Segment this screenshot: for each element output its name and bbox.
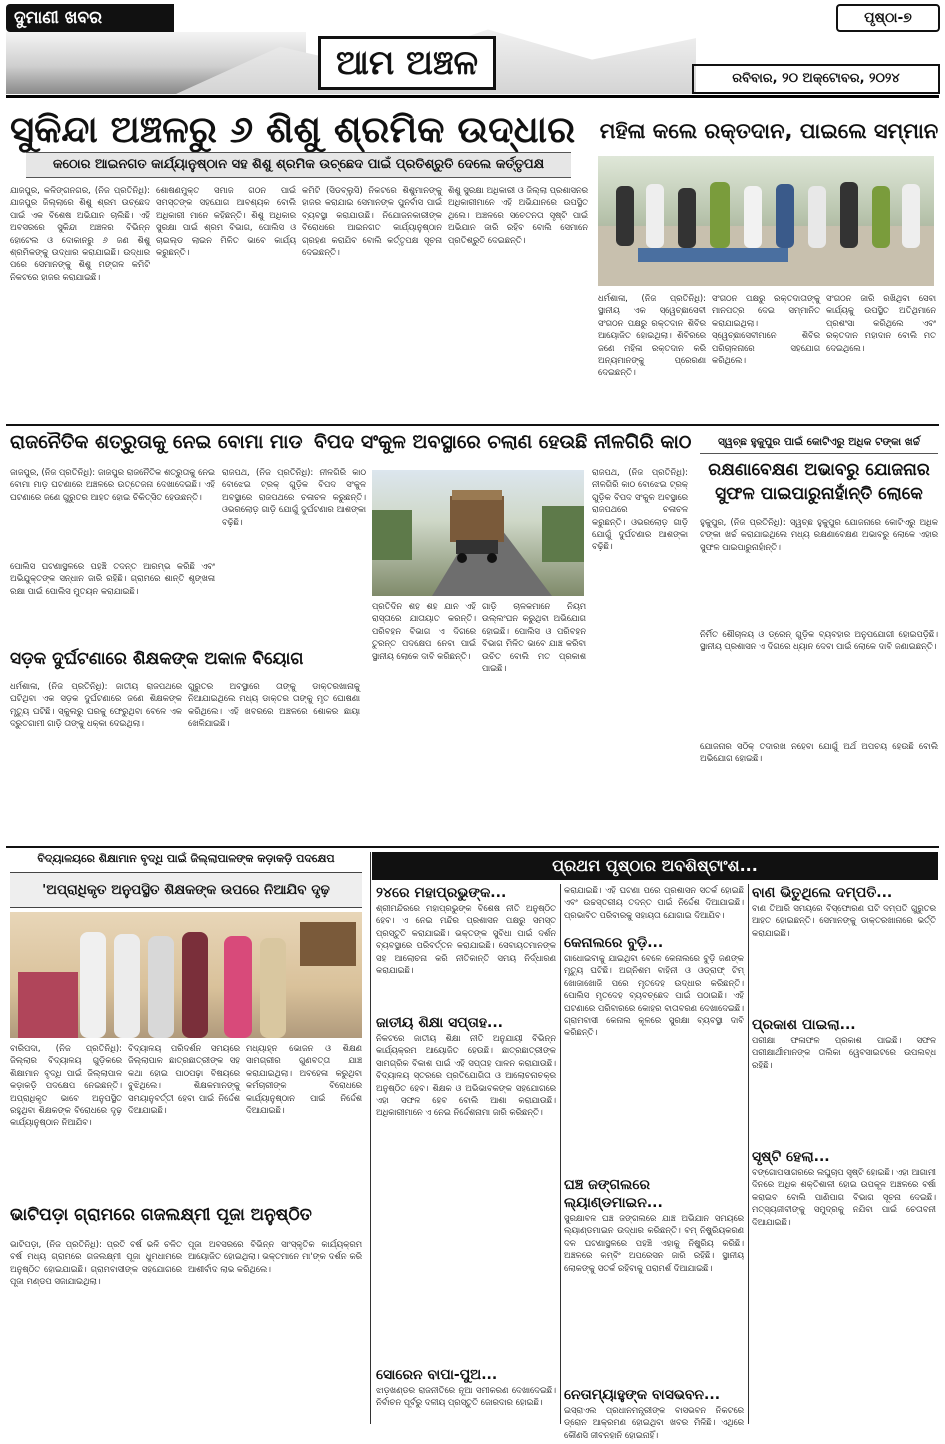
divider [6, 846, 939, 848]
story5-col2: ପ୍ରତିଦିନ ଶହ ଶହ ଯାନ ଏହି ରାସ୍ତାରେ ଯାତାୟାତ କରନ୍ତି। ପରିବହନ ବିଭାଗ ଏ ଦିଗରେ ତୁରନ୍ତ ପଦକ୍ଷେପ ନେବା ପାଇଁ ସ୍ଥାନୀୟ ଲୋକେ ଦାବି କରିଛନ୍ତି। [372, 601, 476, 661]
story6-col1: ହୁକୁପୁର, (ନିଜ ପ୍ରତିନିଧି): ସ୍ୱଚ୍ଛ ହୁକୁପୁର ଯୋଜନାରେ କୋଟିଏରୁ ଅଧିକ ଟଙ୍କା ଖର୍ଚ୍ଚ କରାଯାଇଥିଲେ ମଧ୍ୟ ରକ୍ଷଣାବେକ୍ଷଣ ଅଭାବରୁ ଲୋକେ ଏହାର ସୁଫଳ ପାଇପାରୁନାହାଁନ୍ତି। [700, 517, 938, 552]
story5-headline: ବିପଦ ସଂକୁଳ ଅବସ୍ଥାରେ ଚଲାଣ ହେଉଛି ନୀଳଗିରି କାଠ [314, 431, 692, 453]
story7-col2: ବିଦ୍ୟାଳୟ ପରିଦର୍ଶନ ସମୟରେ ଜିଲ୍ଲାପାଳ ଛାତ୍ରଛାତ୍ରୀଙ୍କ ସହ କଥା ହୋଇ ପାଠପଢ଼ା ବିଷୟରେ ବୁଝିଥିଲେ। ଶିକ୍ଷକମାନଙ୍କୁ ସମୟାନୁବର୍ତ୍ତୀ ହେବା ପାଇଁ ନିର୍ଦ୍ଦେଶ ଦିଆଯାଇଛି। [128, 1043, 240, 1116]
story7-col3: ମଧ୍ୟାହ୍ନ ଭୋଜନ ଓ ଶିକ୍ଷଣ ସାମଗ୍ରୀର ଗୁଣବତ୍ତା ଯାଞ୍ଚ କରାଯାଇଥିଲା। ଅବହେଳା କରୁଥିବା କର୍ମଚାରୀଙ୍କ ବିରୋଧରେ କାର୍ଯ୍ୟାନୁଷ୍ଠାନ ପାଇଁ ନିର୍ଦ୍ଦେଶ ଦିଆଯାଇଛି। [246, 1043, 362, 1116]
blood-donation-photo [598, 156, 934, 286]
continuation-title: ପ୍ରଥମ ପୃଷ୍ଠାର ଅବଶିଷ୍ଟାଂଶ... [372, 852, 938, 880]
cont-text: ସୁରକ୍ଷାବଳ ଘଞ୍ଚ ଜଙ୍ଗଲରେ ଯାଞ୍ଚ ଅଭିଯାନ ସମୟରେ ଲ୍ୟାଣ୍ଡମାଇନ ଉଦ୍ଧାର କରିଛନ୍ତି। ବମ୍ ନିଷ୍କ୍ରିୟକରଣ ଦଳ ଘଟଣାସ୍ଥଳରେ ପହଞ୍ଚି ଏହାକୁ ନିଷ୍କ୍ରିୟ କରିଛି। ଅଞ୍ଚଳରେ କମ୍ବିଂ ଅପରେସନ ଜାରି ରହିଛି। ସ୍ଥାନୀୟ ଲୋକଙ୍କୁ ସତର୍କ ରହିବାକୁ ପରାମର୍ଶ ଦିଆଯାଇଛି। [564, 1213, 744, 1273]
story2-headline: ମହିଳା କଲେ ରକ୍ତଦାନ, ପାଇଲେ ସମ୍ମାନ [599, 119, 939, 143]
story6-col3: ଯୋଜନାର ସଠିକ୍ ତଦାରଖ ନହେବା ଯୋଗୁଁ ଅର୍ଥ ଅପଚୟ ହେଉଛି ବୋଲି ଅଭିଯୋଗ ହୋଇଛି। [700, 741, 938, 764]
story5-col4: ରାଜପଥ, (ନିଜ ପ୍ରତିନିଧି): ନୀଳଗିରି କାଠ ବୋଝେଇ ଟ୍ରକ୍ ଗୁଡ଼ିକ ବିପଦ ସଂକୁଳ ଅବସ୍ଥାରେ ରାଜପଥରେ ଚଳାଚଳ କରୁଛନ୍ତି। ଓଭରଲୋଡ଼ ଗାଡ଼ି ଯୋଗୁଁ ଦୁର୍ଘଟଣାର ଆଶଙ୍କା ବଢ଼ିଛି। [592, 467, 688, 552]
paper-name: ଦୁମାଣୀ ଖବର [6, 4, 174, 32]
divider [6, 424, 939, 426]
cont-head: ଘଞ୍ଚ ଜଙ୍ଗଲରେ ଲ୍ୟାଣ୍ଡମାଇନ... [564, 1177, 663, 1211]
cont-head: ନେତାମ୍ୟାହୁଙ୍କ ବାସଭବନ... [564, 1387, 721, 1403]
cont-text: ଇସ୍ରାଏଲ ପ୍ରଧାନମନ୍ତ୍ରୀଙ୍କ ବାସଭବନ ନିକଟରେ ଡ୍ରୋନ ଆକ୍ରମଣ ହୋଇଥିବା ଖବର ମିଳିଛି। ଏଥିରେ କୌଣସି ଜୀବନହାନି ହୋଇନାହିଁ। [564, 1405, 744, 1440]
story6-headline: ରକ୍ଷଣାବେକ୍ଷଣ ଅଭାବରୁ ଯୋଜନାର ସୁଫଳ ପାଇପାରୁନାହାଁନ୍ତି ଲୋକେ [708, 460, 930, 504]
story1-col4: ଶିଶୁ ସୁରକ୍ଷା ଅଧିକାରୀ ଓ ଜିଲ୍ଲା ପ୍ରଶାସନର ଅଧିକାରୀମାନେ ଏହି ଅଭିଯାନରେ ଉପସ୍ଥିତ ଥିଲେ। ଅଞ୍ଚଳରେ ସଚେତନତା ସୃଷ୍ଟି ପାଇଁ ଅଭିଯାନ ଜାରି ରହିବ ବୋଲି ସେମାନେ ପ୍ରତିଶ୍ରୁତି ଦେଇଛନ୍ତି। [448, 185, 588, 245]
cont-text: ଶ୍ରୀମନ୍ଦିରରେ ମହାପ୍ରଭୁଙ୍କ ବିଶେଷ ନୀତି ଅନୁଷ୍ଠିତ ହେବ। ଏ ନେଇ ମନ୍ଦିର ପ୍ରଶାସନ ପକ୍ଷରୁ ସମସ୍ତ ପ୍ରସ୍ତୁତି କରାଯାଇଛି। ଭକ୍ତଙ୍କ ସୁବିଧା ପାଇଁ ଦର୍ଶନ ବ୍ୟବସ୍ଥାରେ ପରିବର୍ତ୍ତନ କରାଯାଇଛି। ସେବାୟତମାନଙ୍କ ସହ ଆଲୋଚନା କରି ନୀତିକାନ୍ତି ସମୟ ନିର୍ଦ୍ଧାରଣ କରାଯାଇଛି। [376, 903, 556, 976]
cont-head: ସୃଷ୍ଟି ହେଲା... [752, 1149, 830, 1165]
cont-head: ବାଣ ଭିତୁଥିଲେ ଦମ୍ପତି... [752, 885, 893, 901]
story5-col3: ଗାଡ଼ି ଚାଳକମାନେ ନିୟମ ଉଲ୍ଲଂଘନ କରୁଥିବା ଅଭିଯୋଗ ହୋଇଛି। ପୋଲିସ ଓ ପରିବହନ ବିଭାଗ ମିଳିତ ଭାବେ ଯାଞ୍ଚ କରିବା ଉଚିତ ବୋଲି ମତ ପ୍ରକାଶ ପାଇଛି। [482, 601, 586, 674]
cont-text: ବଙ୍ଗୋପସାଗରରେ ଲଘୁଚାପ ସୃଷ୍ଟି ହୋଇଛି। ଏହା ଆଗାମୀ ଦିନରେ ଅଧିକ ଶକ୍ତିଶାଳୀ ହୋଇ ଉପକୂଳ ଅଞ୍ଚଳରେ ବର୍ଷା କରାଇବ ବୋଲି ପାଣିପାଗ ବିଭାଗ ସୂଚନା ଦେଇଛି। ମତ୍ସ୍ୟଜୀବୀଙ୍କୁ ସମୁଦ୍ରକୁ ନଯିବା ପାଇଁ ଚେତାବନୀ ଦିଆଯାଇଛି। [752, 1167, 936, 1227]
blood-donation-people-illustration [598, 156, 934, 286]
story2-col1: ଧର୍ମଶାଳା, (ନିଜ ପ୍ରତିନିଧି): ସ୍ଥାନୀୟ ଏକ ସ୍ୱେଚ୍ଛାସେବୀ ସଂଗଠନ ପକ୍ଷରୁ ରକ୍ତଦାନ ଶିବିର ଆୟୋଜିତ ହୋଇଥିଲା। ଶିବିରରେ ଜଣେ ମହିଳା ରକ୍ତଦାନ କରି ଅନ୍ୟମାନଙ୍କୁ ପ୍ରେରଣା ଦେଇଛନ୍ତି। [598, 293, 706, 378]
story1-col3: କମିଟି (ସିଡବ୍ଲୁସି) ନିକଟରେ ଶିଶୁମାନଙ୍କୁ ହାଜର କରାଯାଇ ସେମାନଙ୍କ ପୁନର୍ବାସ ପାଇଁ ବ୍ୟବସ୍ଥା କରାଯାଉଛି। ନିଯୋଜନକାରୀଙ୍କ ବିରୋଧରେ ଆଇନଗତ କାର୍ଯ୍ୟାନୁଷ୍ଠାନ ଗ୍ରହଣ କରାଯିବ ବୋଲି କର୍ତ୍ତୃପକ୍ଷ ସୂଚନା ଦେଇଛନ୍ତି। [302, 185, 442, 258]
story1-col2: ଶୋଷଣମୁକ୍ତ ସମାଜ ଗଠନ ପାଇଁ ସମସ୍ତଙ୍କ ସହଯୋଗ ଆବଶ୍ୟକ ବୋଲି ଅଧିକାରୀ ମାନେ କହିଛନ୍ତି। ଶିଶୁ ଅଧିକାର ସୁରକ୍ଷା ପାଇଁ ଶ୍ରମ ବିଭାଗ, ପୋଲିସ ଓ ଚାଇଲ୍ଡ ଲାଇନ ମିଳିତ ଭାବେ କାର୍ଯ୍ୟ କରୁଛନ୍ତି। [156, 185, 296, 258]
story8-col2: ପୂଜା ଅବସରରେ ବିଭିନ୍ନ ସାଂସ୍କୃତିକ କାର୍ଯ୍ୟକ୍ରମ ଆୟୋଜିତ ହୋଇଥିଲା। ଭକ୍ତମାନେ ମା'ଙ୍କ ଦର୍ଶନ କରି ଆଶୀର୍ବାଦ ଲାଭ କରିଥିଲେ। [188, 1239, 362, 1274]
story1-headline: ସୁକିନ୍ଦା ଅଞ୍ଚଳରୁ ୬ ଶିଶୁ ଶ୍ରମିକ ଉଦ୍ଧାର [10, 108, 576, 151]
cont-head: ୨୪ରେ ମହାପ୍ରଭୁଙ୍କ... [376, 885, 507, 901]
story1-kicker-bar [26, 152, 571, 178]
story3-body: ଜାଜପୁର, (ନିଜ ପ୍ରତିନିଧି): ଜାଜପୁର ରାଜନୈତିକ ଶତ୍ରୁତାକୁ ନେଇ ବୋମା ମାଡ଼ ଘଟଣାରେ ଅଞ୍ଚଳରେ ଉତ୍ତେଜନା ଦେଖାଦେଇଛି। ଏହି ଘଟଣାରେ ଜଣେ ଗୁରୁତର ଆହତ ହୋଇ ଚିକିତ୍ସିତ ହେଉଛନ୍ତି। [10, 467, 215, 502]
school-visit-photo [10, 912, 362, 1038]
cont-head: ପ୍ରକାଶ ପାଇଲା... [752, 1017, 856, 1033]
school-visit-people-illustration [10, 912, 362, 1038]
cont-text: ଝାଡ଼ଖଣ୍ଡର ରାଜନୀତିରେ ନୂଆ ସମୀକରଣ ଦେଖାଦେଇଛି। ନିର୍ବାଚନ ପୂର୍ବରୁ ଦଳୀୟ ପ୍ରସ୍ତୁତି ଜୋରଦାର ହୋଇଛି। [376, 1385, 556, 1408]
timber-truck-photo [372, 470, 584, 596]
timber-truck-illustration [372, 470, 584, 596]
continuation-col-1 [376, 884, 556, 1424]
story5-col1: ରାଜପଥ, (ନିଜ ପ୍ରତିନିଧି): ନୀଳଗିରି କାଠ ବୋଝେଇ ଟ୍ରକ୍ ଗୁଡ଼ିକ ବିପଦ ସଂକୁଳ ଅବସ୍ଥାରେ ରାଜପଥରେ ଚଳାଚଳ କରୁଛନ୍ତି। ଓଭରଲୋଡ଼ ଗାଡ଼ି ଯୋଗୁଁ ଦୁର୍ଘଟଣାର ଆଶଙ୍କା ବଢ଼ିଛି। [222, 467, 366, 527]
section-title: ଆମ ଅଞ୍ଚଳ [318, 36, 496, 90]
story8-headline: ଭାଟିପଡ଼ା ଗ୍ରାମରେ ଗଜଲକ୍ଷ୍ମୀ ପୂଜା ଅନୁଷ୍ଠିତ [10, 1205, 312, 1225]
cont-head: ଜାତୀୟ ଶିକ୍ଷା ସପ୍ତାହ... [376, 1015, 503, 1031]
story4-headline: ସଡ଼କ ଦୁର୍ଘଟଣାରେ ଶିକ୍ଷକଙ୍କ ଅକାଳ ବିୟୋଗ [10, 649, 304, 669]
column-rule [560, 884, 561, 1424]
story4-col1: ଧର୍ମଶାଳା, (ନିଜ ପ୍ରତିନିଧି): ଜାତୀୟ ରାଜପଥରେ ଘଟିଥିବା ଏକ ସଡ଼କ ଦୁର୍ଘଟଣାରେ ଜଣେ ଶିକ୍ଷକଙ୍କ ମୃତ୍ୟୁ ଘଟିଛି। ସ୍କୁଲରୁ ଘରକୁ ଫେରୁଥିବା ବେଳେ ଏକ ଦ୍ରୁତଗାମୀ ଗାଡ଼ି ତାଙ୍କୁ ଧକ୍କା ଦେଇଥିଲା। [10, 681, 182, 729]
continuation-col-2 [564, 884, 744, 1440]
story2-col3: ସଂଗଠନ ଜାରି ରଖିଥିବା ସେବା କାର୍ଯ୍ୟକୁ ଉପସ୍ଥିତ ଅତିଥିମାନେ ପ୍ରଶଂସା କରିଥିଲେ ଏବଂ ରକ୍ତଦାନ ମହାଦାନ ବୋଲି ମତ ଦେଇଥିଲେ। [826, 293, 936, 353]
story1-kicker: କଠୋର ଆଇନଗତ କାର୍ଯ୍ୟାନୁଷ୍ଠାନ ସହ ଶିଶୁ ଶ୍ରମିକ ଉଚ୍ଛେଦ ପାଇଁ ପ୍ରତିଶ୍ରୁତି ଦେଲେ କର୍ତ୍ତୃପକ୍ଷ [52, 157, 545, 172]
story1-col1: ଯାଜପୁର, କଳିଙ୍ଗନଗର, (ନିଜ ପ୍ରତିନିଧି): ଯାଜପୁର ଜିଲ୍ଲାରେ ଶିଶୁ ଶ୍ରମ ଉଚ୍ଛେଦ ପାଇଁ ଏକ ବିଶେଷ ଅଭିଯାନ ଚାଲିଛି। ଏହି ଅବସରରେ ସୁକିନ୍ଦା ଅଞ୍ଚଳର ବିଭିନ୍ନ ହୋଟେଲ ଓ ଦୋକାନରୁ ୬ ଜଣ ଶିଶୁ ଶ୍ରମିକଙ୍କୁ ଉଦ୍ଧାର କରାଯାଇଛି। ଉଦ୍ଧାର ପରେ ସେମାନଙ୍କୁ ଶିଶୁ ମଙ୍ଗଳ କମିଟି ନିକଟରେ ହାଜର କରାଯାଇଛି। [10, 185, 150, 282]
page-number: ପୃଷ୍ଠା-୭ [836, 4, 940, 32]
story6-kicker: ସ୍ୱଚ୍ଛ ହୁକୁପୁର ପାଇଁ କୋଟିଏରୁ ଅଧିକ ଟଙ୍କା ଖର୍ଚ୍ଚ [718, 436, 920, 448]
story7-col1: ବାରିପଦା, (ନିଜ ପ୍ରତିନିଧି): ଜିଲ୍ଲାର ବିଦ୍ୟାଳୟ ଗୁଡ଼ିକରେ ଶିକ୍ଷାମାନ ବୃଦ୍ଧି ପାଇଁ ଜିଲ୍ଲାପାଳ କଡ଼ାକଡ଼ି ପଦକ୍ଷେପ ନେଇଛନ୍ତି। ଅପ୍ରାଧିକୃତ ଭାବେ ଅନୁପସ୍ଥିତ ରହୁଥିବା ଶିକ୍ଷକଙ୍କ ବିରୋଧରେ ଦୃଢ଼ କାର୍ଯ୍ୟାନୁଷ୍ଠାନ ନିଆଯିବ। [10, 1043, 122, 1128]
story3-headline: ରାଜନୈତିକ ଶତ୍ରୁତାକୁ ନେଇ ବୋମା ମାଡ [10, 431, 303, 453]
cont-text-lead: କରାଯାଇଛି। ଏହି ଘଟଣା ପରେ ପ୍ରଶାସନ ସତର୍କ ହୋଇଛି ଏବଂ ଉଚ୍ଚସ୍ତରୀୟ ତଦନ୍ତ ପାଇଁ ନିର୍ଦ୍ଦେଶ ଦିଆଯାଇଛି। ପ୍ରଭାବିତ ପରିବାରକୁ ସହାୟତା ଯୋଗାଇ ଦିଆଯିବ। [564, 885, 744, 920]
story2-col2: ସଂଗଠନ ପକ୍ଷରୁ ରକ୍ତଦାତାଙ୍କୁ ମାନପତ୍ର ଦେଇ ସମ୍ମାନିତ କରାଯାଇଥିଲା। ସ୍ୱେଚ୍ଛାସେବୀମାନେ ଶିବିର ପରିଚାଳନାରେ ସହଯୋଗ କରିଥିଲେ। [712, 293, 820, 366]
story4-col2: ଗୁରୁତର ଅବସ୍ଥାରେ ତାଙ୍କୁ ଡାକ୍ତରଖାନାକୁ ନିଆଯାଇଥିଲେ ମଧ୍ୟ ଡାକ୍ତର ତାଙ୍କୁ ମୃତ ଘୋଷଣା କରିଥିଲେ। ଏହି ଖବରରେ ଅଞ୍ଚଳରେ ଶୋକର ଛାୟା ଖେଳିଯାଇଛି। [188, 681, 360, 729]
cont-head: କେନାଲରେ ବୁଡ଼ି... [564, 935, 664, 951]
cont-text: ନିକଟରେ ଜାତୀୟ ଶିକ୍ଷା ନୀତି ଅନୁଯାୟୀ ବିଭିନ୍ନ କାର୍ଯ୍ୟକ୍ରମ ଆୟୋଜିତ ହେଉଛି। ଛାତ୍ରଛାତ୍ରୀଙ୍କ ସାମଗ୍ରିକ ବିକାଶ ପାଇଁ ଏହି ସପ୍ତାହ ପାଳନ କରାଯାଉଛି। ବିଦ୍ୟାଳୟ ସ୍ତରରେ ପ୍ରତିଯୋଗିତା ଓ ଆଲୋଚନାଚକ୍ର ଅନୁଷ୍ଠିତ ହେବ। ଶିକ୍ଷକ ଓ ଅଭିଭାବକଙ୍କ ସହଯୋଗରେ ଏହା ସଫଳ ହେବ ବୋଲି ଆଶା କରାଯାଉଛି। ଅଧିକାରୀମାନେ ଏ ନେଇ ନିର୍ଦ୍ଦେଶନାମା ଜାରି କରିଛନ୍ତି। [376, 1033, 556, 1118]
dateline: ରବିବାର, ୨୦ ଅକ୍ଟୋବର, ୨୦୨୪ [692, 64, 940, 94]
cont-text: ପରୀକ୍ଷା ଫଳାଫଳ ପ୍ରକାଶ ପାଇଛି। ସଫଳ ପରୀକ୍ଷାର୍ଥୀମାନଙ୍କ ତାଲିକା ୱେବସାଇଟରେ ଉପଲବ୍ଧ ରହିଛି। [752, 1035, 936, 1070]
story8-col1: ଭାଟିପଡ଼ା, (ନିଜ ପ୍ରତିନିଧି): ପ୍ରତି ବର୍ଷ ଭଳି ଚଳିତ ବର୍ଷ ମଧ୍ୟ ଗ୍ରାମରେ ଗଜଲକ୍ଷ୍ମୀ ପୂଜା ଧୁମଧାମରେ ଅନୁଷ୍ଠିତ ହୋଇଯାଇଛି। ଗ୍ରାମବାସୀଙ୍କ ସହଯୋଗରେ ପୂଜା ମଣ୍ଡପ ସଜାଯାଇଥିଲା। [10, 1239, 182, 1287]
cont-text: ବାଣ ତିଆରି ସମୟରେ ବିସ୍ଫୋରଣ ଘଟି ଦମ୍ପତି ଗୁରୁତର ଆହତ ହୋଇଛନ୍ତି। ସେମାନଙ୍କୁ ଡାକ୍ତରଖାନାରେ ଭର୍ତ୍ତି କରାଯାଇଛି। [752, 903, 936, 938]
cont-text: ଗାଧୋଇବାକୁ ଯାଇଥିବା ବେଳେ କେନାଲରେ ବୁଡ଼ି ଜଣଙ୍କ ମୃତ୍ୟୁ ଘଟିଛି। ଅଗ୍ନିଶମ ବାହିନୀ ଓ ଓଡ୍ରାଫ୍ ଟିମ୍ ଖୋଜାଖୋଜି ପରେ ମୃତଦେହ ଉଦ୍ଧାର କରିଛନ୍ତି। ପୋଲିସ ମୃତଦେହ ବ୍ୟବଚ୍ଛେଦ ପାଇଁ ପଠାଇଛି। ଏହି ଘଟଣାରେ ପରିବାରରେ କୋହର ବାତାବରଣ ଦେଖାଦେଇଛି। ଗ୍ରାମବାସୀ କେନାଲ କୂଳରେ ସୁରକ୍ଷା ବ୍ୟବସ୍ଥା ଦାବି କରିଛନ୍ତି। [564, 953, 744, 1038]
column-rule [748, 884, 749, 1424]
continuation-col-3 [752, 884, 936, 1424]
story7-kicker: ବିଦ୍ୟାଳୟରେ ଶିକ୍ଷାମାନ ବୃଦ୍ଧି ପାଇଁ ଜିଲ୍ଲାପାଳଙ୍କ କଡ଼ାକଡ଼ି ପଦକ୍ଷେପ [37, 852, 335, 865]
story7-headline: 'ଅପ୍ରାଧିକୃତ ଅନୁପସ୍ଥିତ ଶିକ୍ଷକଙ୍କ ଉପରେ ନିଆଯିବ ଦୃଢ଼ [10, 872, 362, 908]
story6-col2: ନିର୍ମିତ ଶୌଚାଳୟ ଓ ଡ୍ରେନ୍ ଗୁଡ଼ିକ ବ୍ୟବହାର ଅନୁପଯୋଗୀ ହୋଇପଡ଼ିଛି। ସ୍ଥାନୀୟ ପ୍ରଶାସନ ଏ ଦିଗରେ ଧ୍ୟାନ ଦେବା ପାଇଁ ଲୋକେ ଦାବି ଜଣାଇଛନ୍ତି। [700, 629, 938, 652]
story6-kicker-box [700, 432, 938, 454]
cont-head: ସୋରେନ ବାପା-ପୁଅ... [376, 1367, 498, 1383]
story3-body-2: ପୋଲିସ ଘଟଣାସ୍ଥଳରେ ପହଞ୍ଚି ତଦନ୍ତ ଆରମ୍ଭ କରିଛି ଏବଂ ଅଭିଯୁକ୍ତଙ୍କ ସନ୍ଧାନ ଜାରି ରହିଛି। ଗ୍ରାମରେ ଶାନ୍ତି ଶୃଙ୍ଖଳା ରକ୍ଷା ପାଇଁ ପୋଲିସ ମୁତୟନ କରାଯାଇଛି। [10, 561, 215, 596]
